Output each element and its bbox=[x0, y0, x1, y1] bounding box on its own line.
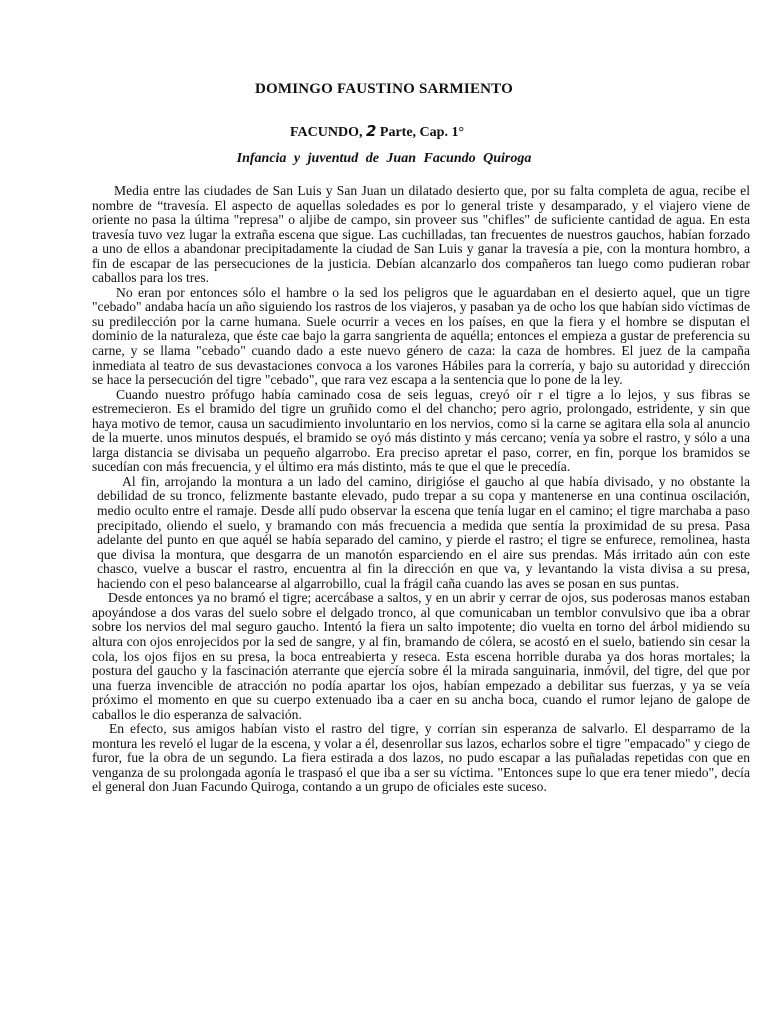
paragraph: Al fin, arrojando la montura a un lado del camino, dirigióse el gaucho al que había divisado, y no obstante la debilidad de su tronco, felizmente bastante elevado, pudo trepar a su copa y mantenerse en una continua oscilación, medio oculto entre el ramaje. Desde allí pudo observar la escena que tenía lugar en el camino; el tigre marchaba a paso precipitado, oliendo el suelo, y bramando con más frecuencia a medida que sentía la proximidad de su presa. Pasa adelante del punto en que aquél se había separado del camino, y pierde el rastro; el tigre se enfurece, remolinea, hasta que divisa la montura, que desgarra de un manotón esparciendo en el aire sus prendas. Más irritado aún con este chasco, vuelve a buscar el rastro, encuentra al fin la dirección en que va, y levantando la vista divisa a su presa, haciendo con el peso balancearse al algarrobillo, cual la frágil caña cuando las aves se posan en sus puntas. bbox=[97, 473, 750, 591]
paragraph: No eran por entonces sólo el hambre o la sed los peligros que le aguardaban en el desierto aquel, que un tigre "cebado" andaba hacía un año siguiendo los rastros de los viajeros, y pasaban ya de ocho los que habían sido víctimas de su predilección por la carne humana. Suele ocurrir a veces en los países, en que la fiera y el hombre se disputan el dominio de la naturaleza, que éste cae bajo la garra sangrienta de aquélla; entonces el empieza a gustar de preferencia su carne, y se llama "cebado" cuando dado a este nuevo género de caza: la caza de hombres. El juez de la campaña inmediata al teatro de sus devastaciones convoca a los varones Hábiles para la correría, y bajo su autoridad y dirección se hace la persecución del tigre "cebado", que rara vez escapa a la sentencia que lo pone de la ley. bbox=[92, 284, 750, 388]
work-subtitle bbox=[290, 122, 464, 141]
paragraph: Cuando nuestro prófugo había caminado cosa de seis leguas, creyó oír r el tigre a lo lejos, y sus fibras se estremecieron. Es el bramido del tigre un gruñido como el del chancho; pero agrio, prolongado, estridente, y sin que haya motivo de temor, causa un sacudimiento involuntario en los nervios, como si la carne se agitara ella sola al anuncio de la muerte. unos minutos después, el bramido se oyó más distinto y más cercano; venía ya sobre el rastro, y sólo a una larga distancia se divisaba un pequeño algarrobo. Era preciso apretar el paso, correr, en fin, porque los bramidos se sucedían con más frecuencia, y el último era más distinto, más te que el que le precedía. bbox=[92, 386, 750, 475]
body-text bbox=[92, 184, 750, 795]
author-heading: DOMINGO FAUSTINO SARMIENTO bbox=[254, 81, 513, 97]
paragraph: Desde entonces ya no bramó el tigre; acercábase a saltos, y en un abrir y cerrar de ojos, sus poderosas manos estaban apoyándose a dos varas del suelo sobre el delgado tronco, al que comunicaban un temblor convulsivo que iba a obrar sobre los nervios del mal seguro gaucho. Intentó la fiera un salto impotente; dio vuelta en torno del árbol midiendo su altura con ojos enrojecidos por la sed de sangre, y al fin, bramando de cólera, se acostó en el suelo, batiendo sin cesar la cola, los ojos fijos en su presa, la boca entreabierta y reseca. Esta escena horrible duraba ya dos horas mortales; la postura del gaucho y la fascinación aterrante que ejercía sobre él la mirada sanguinaria, inmóvil, del tigre, del que por una fuerza invencible de atracción no podía apartar los ojos, habían empezado a debilitar sus fuerzas, y ya se veía próximo el momento en que su cuerpo extenuado iba a caer en su ancha boca, cuando el rumor lejano de galope de caballos le dio esperanza de salvación. bbox=[92, 590, 750, 722]
paragraph: En efecto, sus amigos habían visto el rastro del tigre, y corrían sin esperanza de salvarlo. El desparramo de la montura les reveló el lugar de la escena, y volar a él, desenrollar sus lazos, echarlos sobre el tigre "empacado" y ciego de furor, fue la obra de un segundo. La fiera estirada a dos lazos, no pudo escapar a las puñaladas repetidas con que en venganza de su prolongada agonía le traspasó el que iba a ser su víctima. "Entonces supe lo que era tener miedo", decía el general don Juan Facundo Quiroga, contando a un grupo de oficiales este suceso. bbox=[92, 721, 750, 795]
paragraph: Media entre las ciudades de San Luis y San Juan un dilatado desierto que, por su falta completa de agua, recibe el nombre de “travesía. El aspecto de aquellas soledades es por lo general triste y desamparado, y el viajero viene de oriente no pasa la última "represa" o aljibe de campo, sin proveer sus "chifles" de suficiente cantidad de agua. En esta travesía tuvo vez lugar la extraña escena que sigue. Las cuchilladas, tan frecuentes de nuestros gauchos, habían forzado a uno de ellos a abandonar precipitadamente la ciudad de San Luis y ganar la travesía a pie, con la montura hombro, a fin de escapar de las persecuciones de la justicia. Debían alcanzarlo dos compañeros tan luego como pudieran robar caballos para los tres. bbox=[92, 183, 750, 286]
work-title: FACUNDO, bbox=[290, 125, 363, 140]
part-number: 2 bbox=[365, 122, 377, 140]
chapter-title: Infancia y juventud de Juan Facundo Quiroga bbox=[236, 151, 532, 166]
part-chapter: Parte, Cap. 1° bbox=[379, 125, 465, 140]
